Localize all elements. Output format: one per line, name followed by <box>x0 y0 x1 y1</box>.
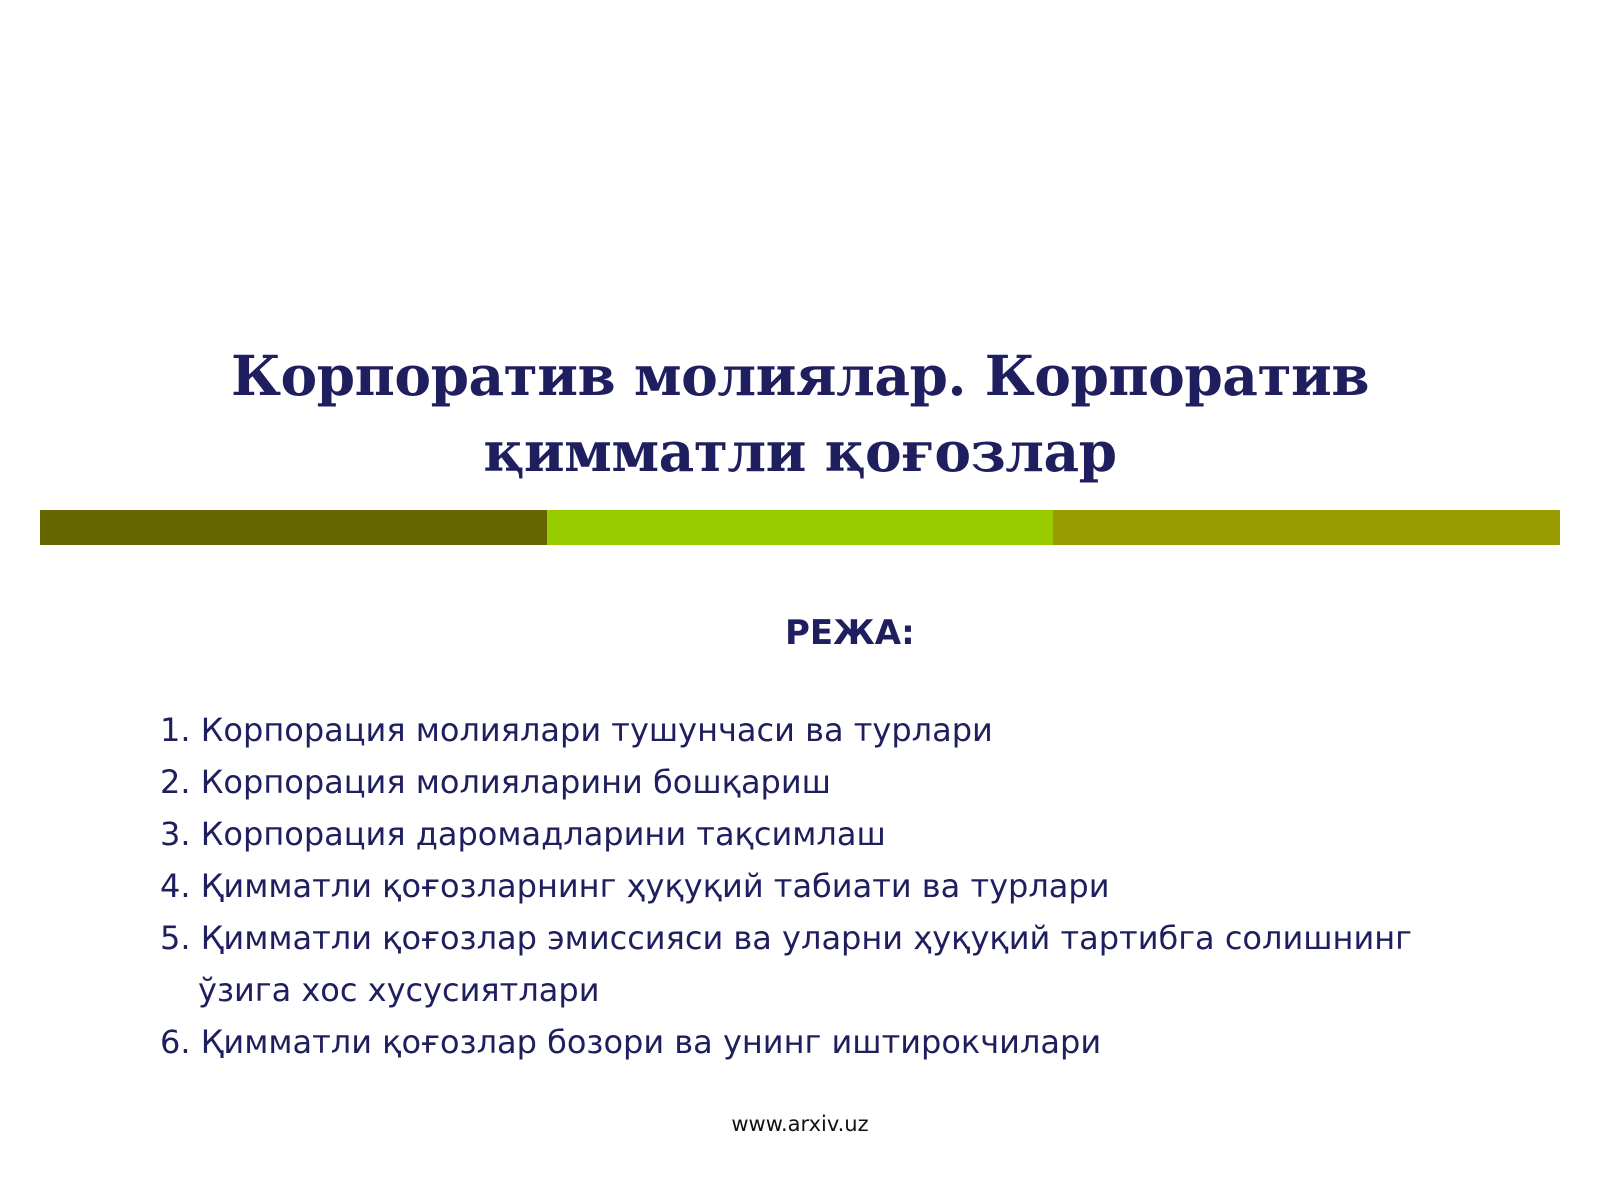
plan-item: 5. Қимматли қоғозлар эмиссияси ва уларни ҳуқуқий тартибга солишнинг ўзига хос хусусиятлари <box>160 919 1412 1009</box>
slide-title-line-2: қимматли қоғозлар <box>483 419 1117 484</box>
plan-heading: РЕЖА: <box>785 613 915 653</box>
divider-segment-lime <box>547 510 1054 545</box>
plan-item: 1. Корпорация молиялари тушунчаси ва турлари <box>160 711 993 749</box>
title-divider-bar <box>40 510 1560 545</box>
plan-list <box>160 704 1480 1068</box>
plan-item: 3. Корпорация даромадларини тақсимлаш <box>160 815 886 853</box>
plan-item: 4. Қимматли қоғозларнинг ҳуқуқий табиати ва турлари <box>160 867 1110 905</box>
slide-title-line-1: Корпоратив молиялар. Корпоратив <box>230 343 1370 408</box>
plan-item: 6. Қимматли қоғозлар бозори ва унинг иштирокчилари <box>160 1023 1102 1061</box>
plan-item: 2. Корпорация молияларини бошқариш <box>160 763 831 801</box>
divider-segment-olive <box>1053 510 1560 545</box>
divider-segment-dark-olive <box>40 510 547 545</box>
footer-url: www.arxiv.uz <box>731 1112 869 1136</box>
slide-title <box>200 338 1400 490</box>
